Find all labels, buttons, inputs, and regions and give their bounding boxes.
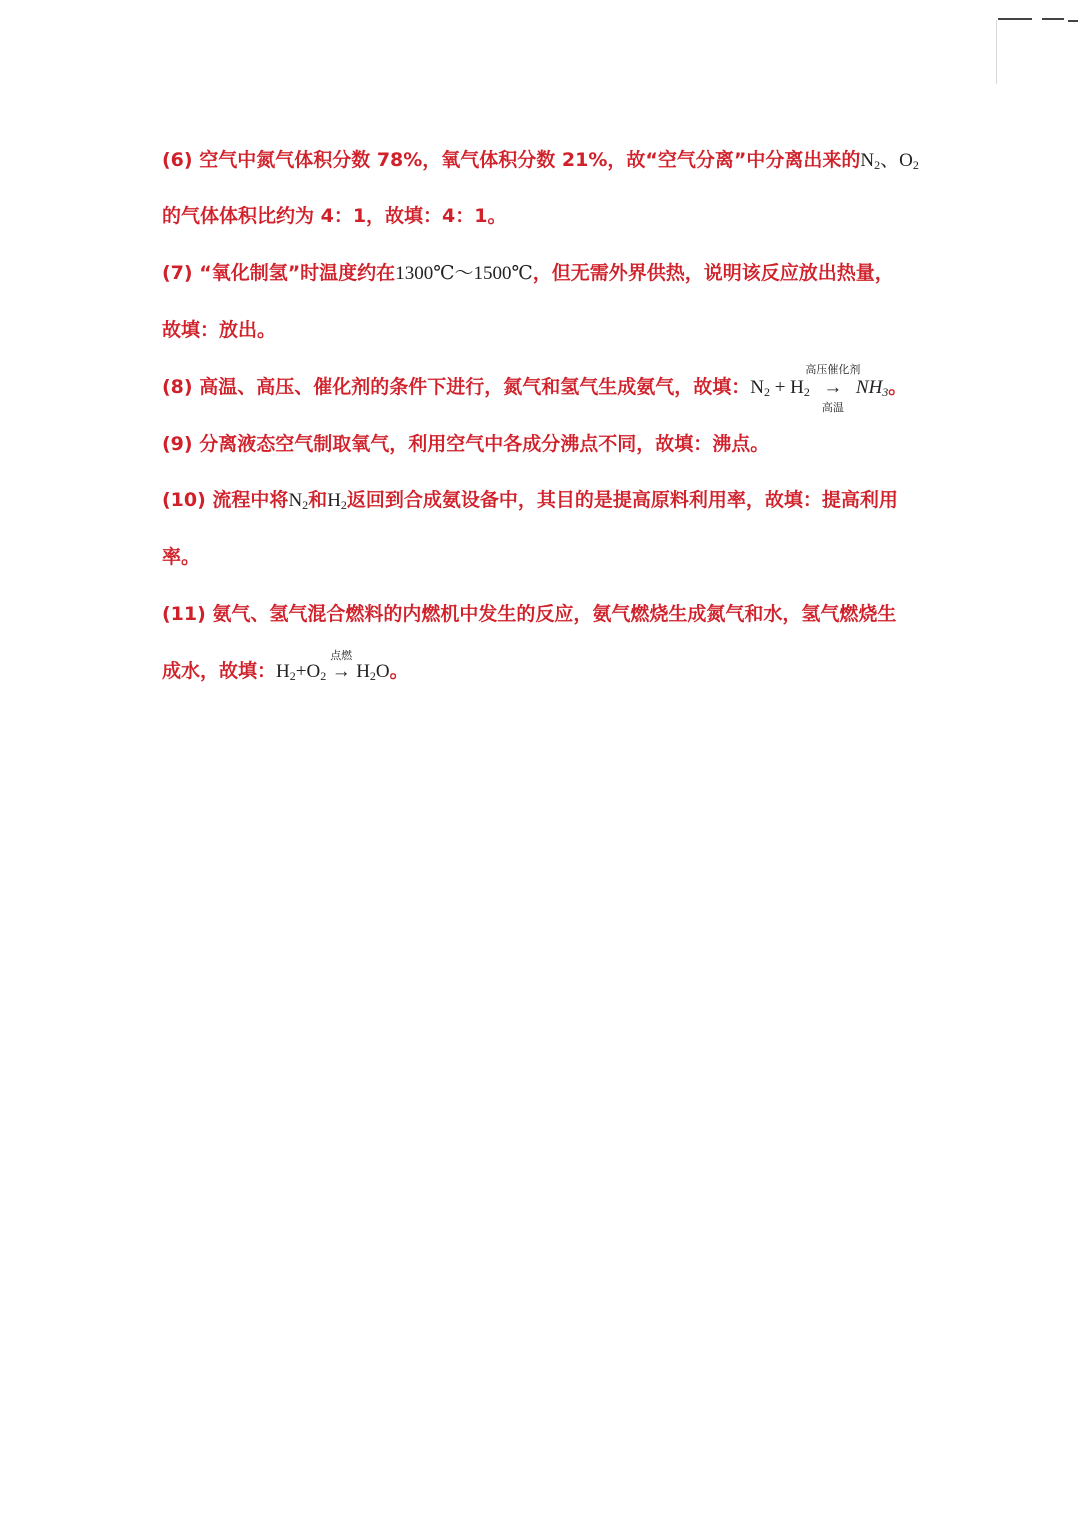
answer-11-line-1: (11) 氨气、氢气混合燃料的内燃机中发生的反应，氨气燃烧生成氮气和水，氢气燃烧生 [162, 603, 897, 625]
answer-11-line-2: 成水，故填：$H_2+O_2$ 点燃 → $H_2O$。 [162, 657, 409, 690]
formula-hydrogen-combustion: $H_2+O_2$ 点燃 → $H_2O$ [276, 661, 390, 682]
answer-8-line: (8) 高温、高压、催化剂的条件下进行，氮气和氢气生成氨气，故填：$N_2 + H_2$ 高压催化剂 → 高温 $NH_3$。 [162, 364, 908, 414]
answer-6-line-2: 的气体体积比约为 4：1，故填：4：1。 [162, 205, 507, 227]
reaction-arrow: 点燃 → [330, 650, 353, 682]
page-corner-mark [996, 10, 1080, 85]
answer-6-line-1: (6) 空气中氮气体积分数 78%，氧气体积分数 21%，故“空气分离”中分离出来的$N_2$、$O_2$ [162, 149, 919, 172]
answer-7-line-2: 故填：放出。 [162, 319, 277, 341]
answer-10-line-1: (10) 流程中将$N_2$和$H_2$返回到合成氨设备中，其目的是提高原料利用率，故填：提高利用 [162, 489, 898, 512]
answer-7-line-1: (7) “氧化制氢”时温度约在1300℃～1500℃，但无需外界供热，说明该反应放出热量， [162, 262, 894, 284]
formula-h2: $H_2$ [327, 490, 347, 512]
answer-9-line: (9) 分离液态空气制取氧气，利用空气中各成分沸点不同，故填：沸点。 [162, 433, 770, 455]
answer-10-line-2: 率。 [162, 546, 201, 568]
reaction-arrow: 高压催化剂 → 高温 [805, 364, 861, 414]
formula-n2-o2: $N_2$、$O_2$ [860, 150, 919, 172]
formula-ammonia-synthesis: $N_2 + H_2$ 高压催化剂 → 高温 $NH_3$ [750, 364, 889, 414]
formula-n2: $N_2$ [288, 490, 309, 512]
temperature-range: 1300℃～1500℃ [395, 263, 533, 284]
